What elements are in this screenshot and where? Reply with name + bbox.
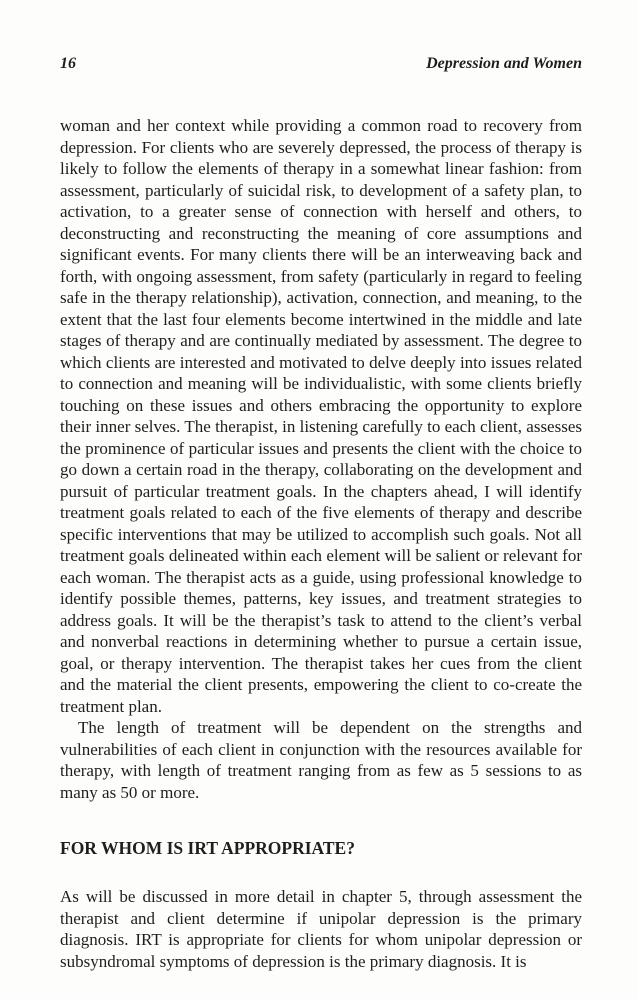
section-heading: FOR WHOM IS IRT APPROPRIATE?: [60, 838, 355, 858]
section-paragraph: As will be discussed in more detail in chapter 5, through assessment the therapist and client determine if unipolar depression is the primary diagnosis. IRT is appropriate for clients for whom unipolar depression or subsyndromal symptoms of depression is the primary diagnosis. It is: [60, 887, 582, 971]
body-paragraph-continued: woman and her context while providing a common road to recovery from depression. For clients who are severely depressed, the process of therapy is likely to follow the elements of therapy in a somewhat linear fashion: from assessment, particularly of suicidal risk, to development of a safety plan, to activation, to a greater sense of connection with herself and others, to deconstructing and reconstructing the meaning of core assumptions and significant events. For many clients there will be an interweaving back and forth, with ongoing assessment, from safety (particularly in regard to feeling safe in the therapy relationship), activation, connection, and meaning, to the extent that the last four elements become intertwined in the middle and late stages of therapy and are continually mediated by assessment. The degree to which clients are interested and motivated to delve deeply into issues related to connection and meaning will be individualistic, with some clients briefly touching on these issues and others embracing the opportunity to explore their inner selves. The therapist, in listening carefully to each client, assesses the prominence of particular issues and presents the client with the choice to go down a certain road in the therapy, collaborating on the development and pursuit of particular treatment goals. In the chapters ahead, I will identify treatment goals related to each of the five elements of therapy and describe specific interventions that may be utilized to accomplish such goals. Not all treatment goals delineated within each element will be salient or relevant for each woman. The therapist acts as a guide, using professional knowledge to identify possible themes, patterns, key issues, and treatment strategies to address goals. It will be the therapist’s task to attend to the client’s verbal and nonverbal reactions in determining whether to pursue a certain issue, goal, or therapy intervention. The therapist takes her cues from the client and the material the client presents, empowering the client to co-create the treatment plan.: [60, 116, 582, 716]
running-title: Depression and Women: [426, 55, 582, 72]
body-text: [60, 115, 582, 803]
page-number: 16: [60, 55, 76, 72]
body-paragraph-treatment-length: The length of treatment will be dependent on the strengths and vulnerabilities of each client in conjunction with the resources available for therapy, with length of treatment ranging from as few as 5 sessions to as many as 50 or more.: [60, 718, 582, 802]
running-head: [60, 55, 582, 79]
